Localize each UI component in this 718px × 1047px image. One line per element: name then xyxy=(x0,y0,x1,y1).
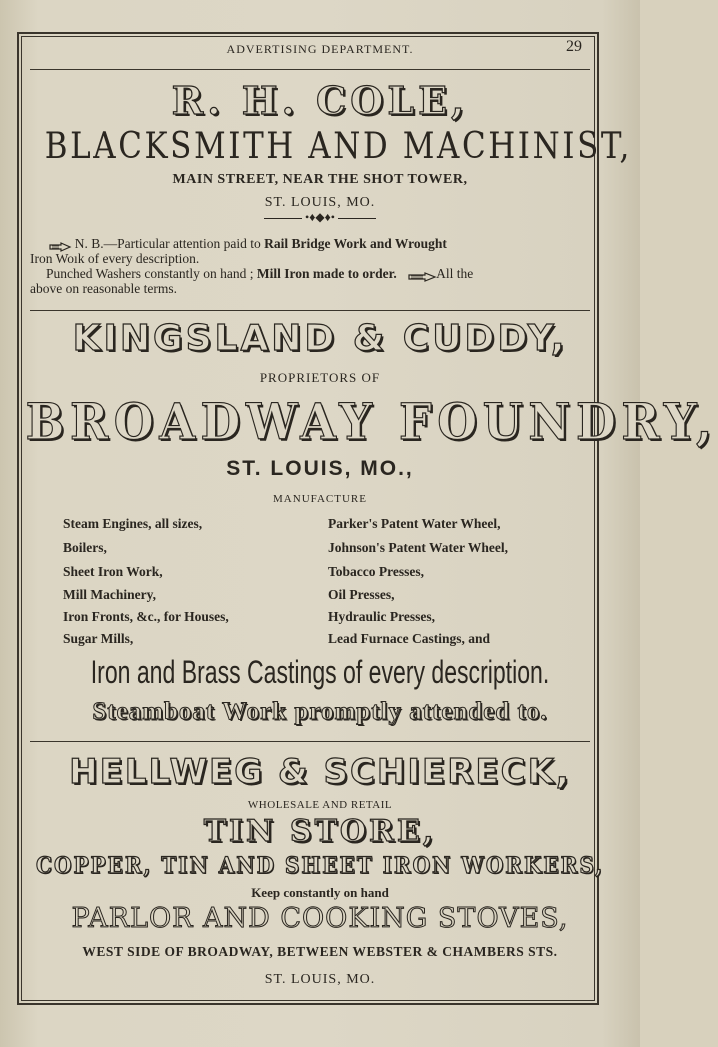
note-bold: Rail Bridge Work and Wrought xyxy=(264,236,447,251)
castings-line: Iron and Brass Castings of every description. xyxy=(90,654,550,690)
hellweg-name: HELLWEG & SCHIERECK, xyxy=(69,752,571,792)
wholesale-label: WHOLESALE AND RETAIL xyxy=(247,799,393,811)
proprietors-label: PROPRIETORS OF xyxy=(259,370,381,385)
note-line2: Iron Woık of every description. xyxy=(30,251,200,266)
foundry-name: BROADWAY FOUNDRY, xyxy=(25,392,718,451)
page-header: ADVERTISING DEPARTMENT. xyxy=(226,42,414,56)
kingsland-city: ST. LOUIS, MO., xyxy=(226,457,414,480)
list-item: Boilers, xyxy=(63,540,107,555)
list-item: Johnson's Patent Water Wheel, xyxy=(328,540,509,555)
pointing-hand-icon xyxy=(49,240,71,249)
steamboat-line: Steamboat Work promptly attended to. xyxy=(92,698,548,725)
cole-name: R. H. COLE, xyxy=(171,78,469,123)
note-line3-bold: Mill Iron made to order. xyxy=(256,266,397,281)
location-line: WEST SIDE OF BROADWAY, BETWEEN WEBSTER & CHAMBERS STS. xyxy=(82,944,558,959)
note-line3-post: All the xyxy=(436,266,474,281)
hellweg-city: ST. LOUIS, MO. xyxy=(264,972,376,987)
note-line3: Punched Washers constantly on hand ; xyxy=(46,266,257,281)
page-number: 29 xyxy=(566,38,582,55)
tin-store-title: TIN STORE, xyxy=(203,814,437,849)
ornament-glyphs: •♦◆♦• xyxy=(305,210,335,224)
list-item: Tobacco Presses, xyxy=(328,564,424,579)
list-item: Sugar Mills, xyxy=(63,631,134,646)
list-item: Iron Fronts, &c., for Houses, xyxy=(63,609,229,624)
list-item: Lead Furnace Castings, and xyxy=(328,631,491,646)
header-rule xyxy=(30,69,590,70)
cole-city: ST. LOUIS, MO. xyxy=(264,195,376,210)
keep-label: Keep constantly on hand xyxy=(251,885,389,900)
list-item: Mill Machinery, xyxy=(63,587,156,602)
cole-address: MAIN STREET, NEAR THE SHOT TOWER, xyxy=(172,172,468,187)
note-line4: above on reasonable terms. xyxy=(30,281,177,296)
kingsland-name: KINGSLAND & CUDDY, xyxy=(72,318,568,359)
workers-line: COPPER, TIN AND SHEET IRON WORKERS, xyxy=(36,853,604,879)
list-item: Hydraulic Presses, xyxy=(328,609,435,624)
pointing-hand-icon xyxy=(408,270,436,279)
list-item: Sheet Iron Work, xyxy=(63,564,163,579)
note-text: N. B.—Particular attention paid to xyxy=(74,236,265,251)
list-item: Oil Presses, xyxy=(328,587,395,602)
section-rule-1 xyxy=(30,310,590,311)
list-item: Parker's Patent Water Wheel, xyxy=(328,516,501,531)
manufacture-label: MANUFACTURE xyxy=(273,493,367,505)
ornament-divider xyxy=(0,210,640,225)
stoves-line: PARLOR AND COOKING STOVES, xyxy=(71,903,569,934)
cole-note xyxy=(30,236,588,296)
cole-trade: BLACKSMITH AND MACHINIST, xyxy=(44,126,632,167)
section-rule-2 xyxy=(30,741,590,742)
list-item: Steam Engines, all sizes, xyxy=(63,516,203,531)
